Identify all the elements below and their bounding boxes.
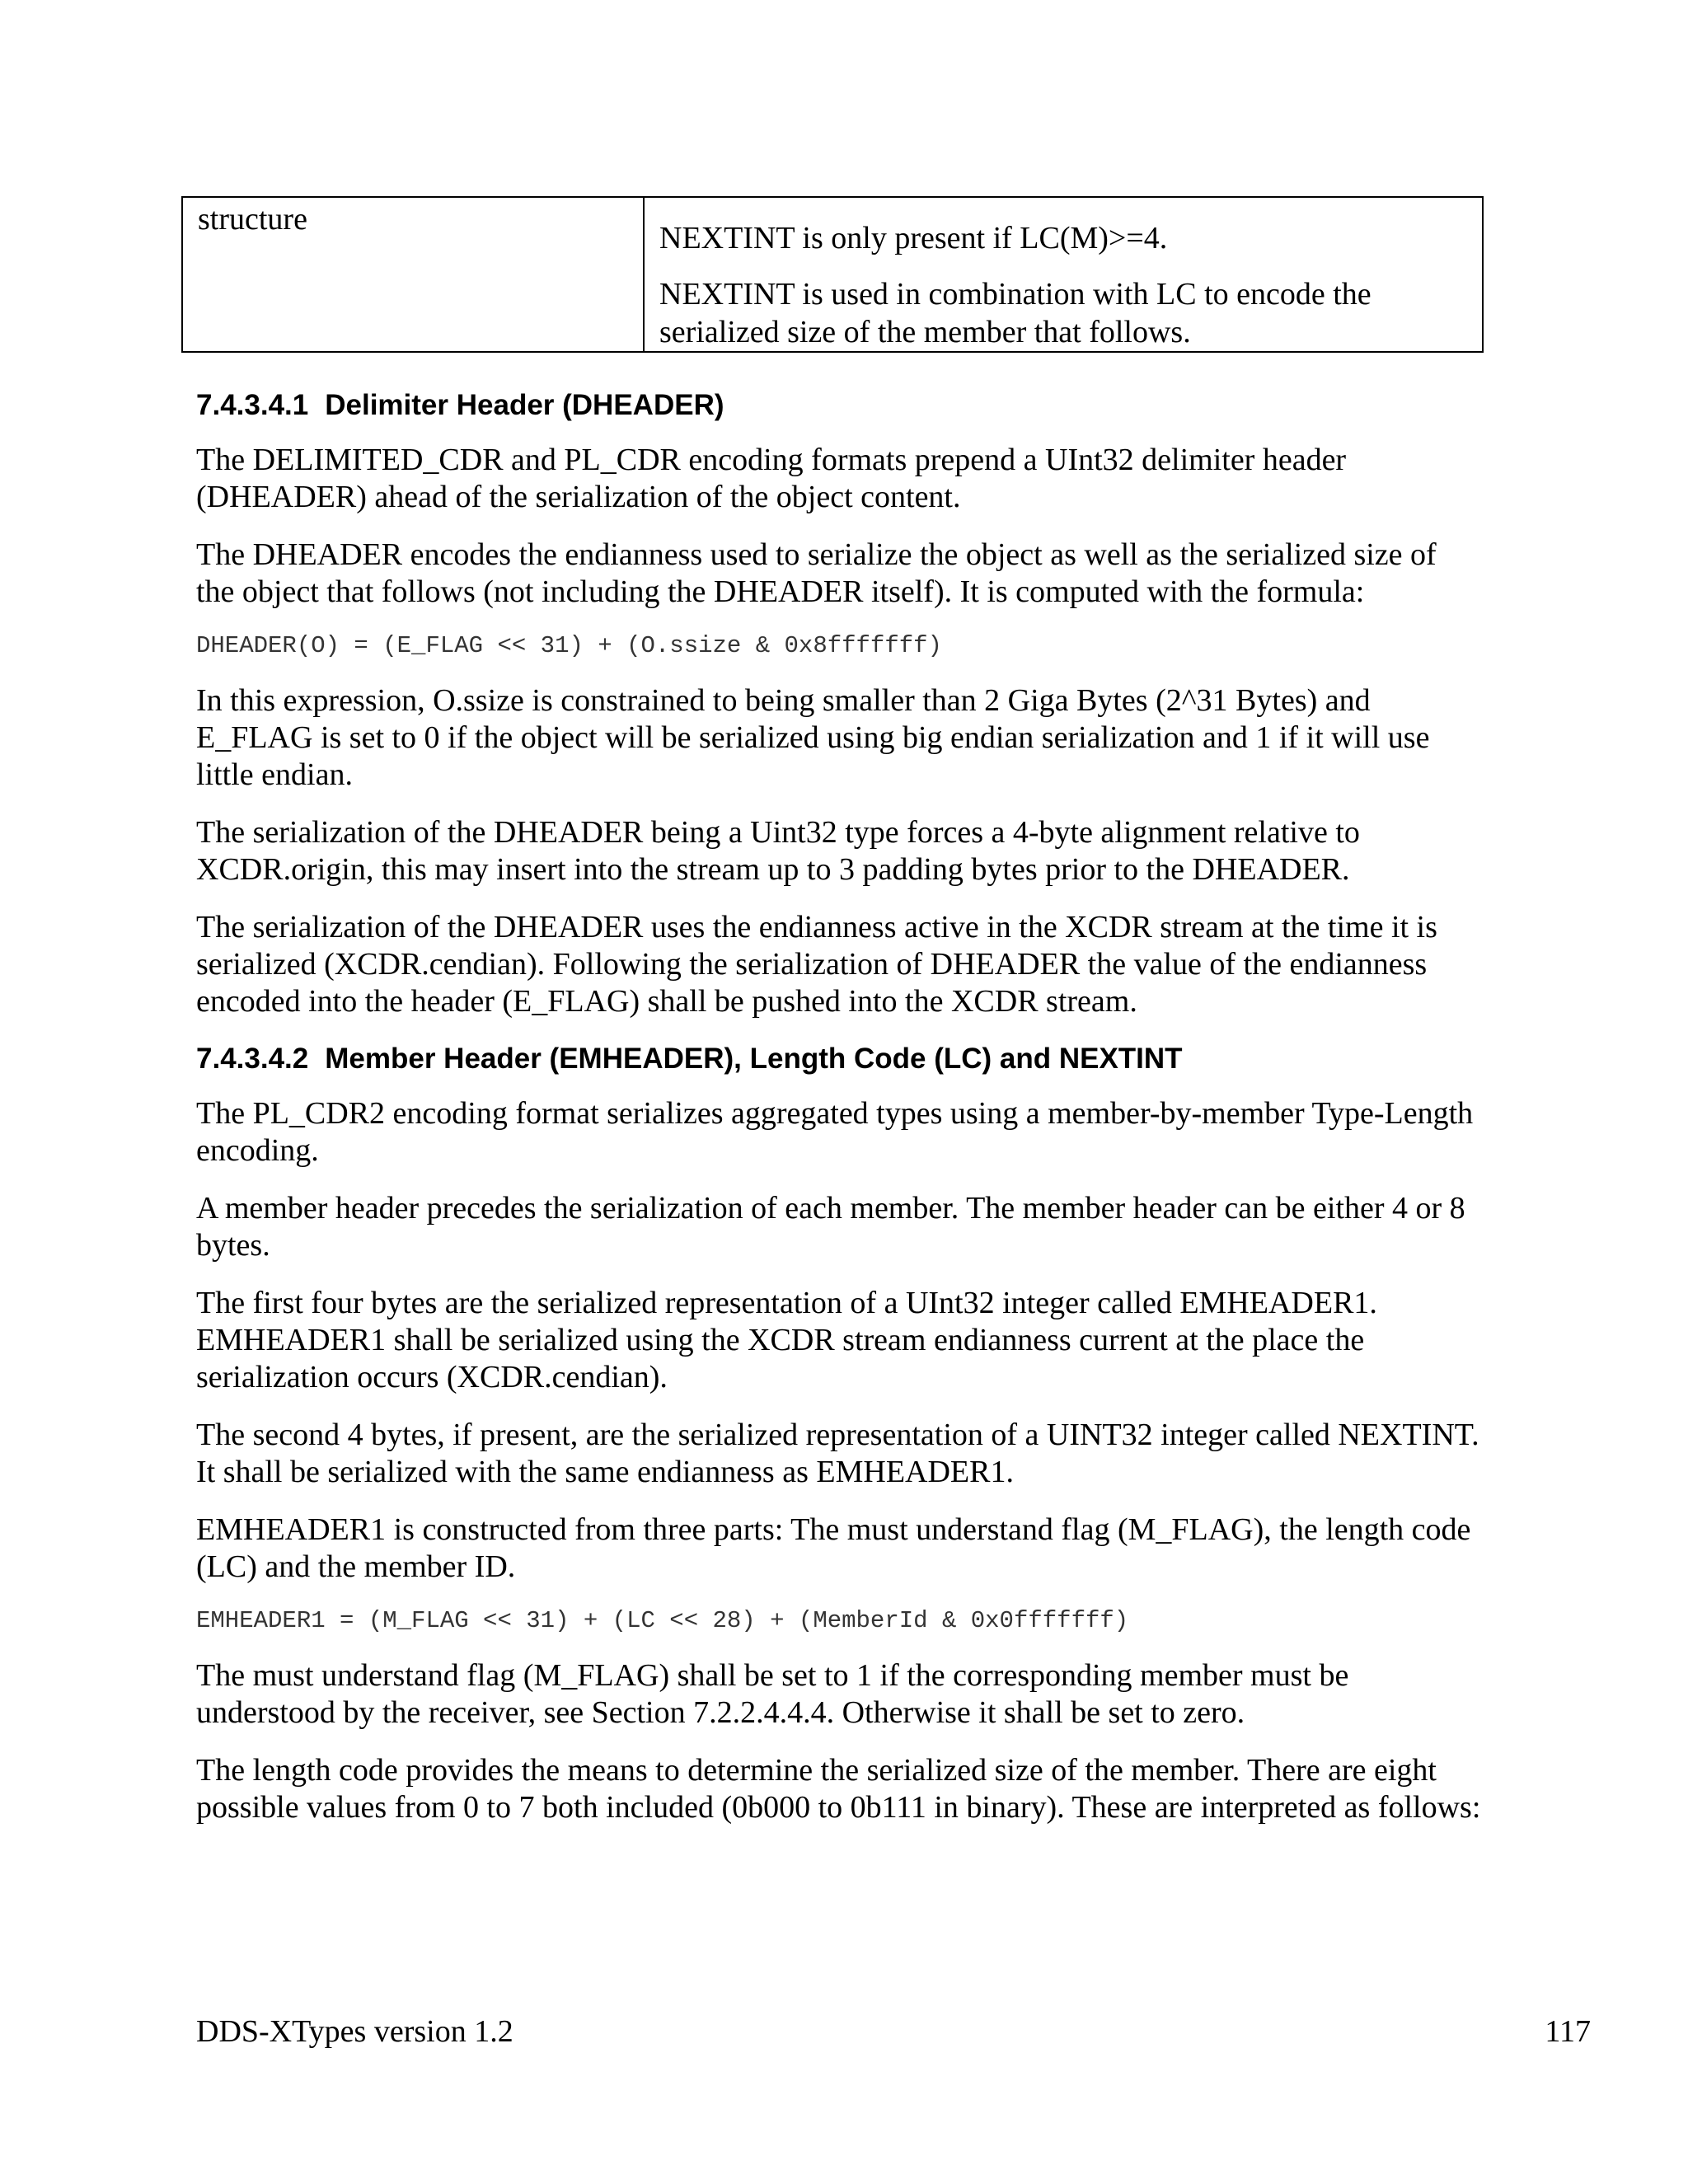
table-cell-type: structure (182, 197, 644, 352)
table-cell-line: NEXTINT is only present if LC(M)>=4. (659, 221, 1168, 255)
paragraph: The DHEADER encodes the endianness used to serialize the object as well as the serialized size of the object that follows (not including the DHEADER itself). It is computed with the formula: (196, 537, 1437, 609)
paragraph: The DELIMITED_CDR and PL_CDR encoding formats prepend a UInt32 delimiter header (DHEADER) ahead of the serialization of the object content. (196, 443, 1347, 514)
paragraph: The serialization of the DHEADER uses the endianness active in the XCDR stream at the time it is serialized (XCDR.cendian). Following the serialization of DHEADER the value of the endianness encoded into the header (E_FLAG) shall be pushed into the XCDR stream. (196, 910, 1437, 1019)
code-formula-emheader: EMHEADER1 = (M_FLAG << 31) + (LC << 28) + (MemberId & 0x0fffffff) (196, 1607, 1129, 1634)
continuation-table (181, 196, 1484, 353)
code-formula-dheader: DHEADER(O) = (E_FLAG << 31) + (O.ssize & 0x8fffffff) (196, 632, 942, 659)
section-number: 7.4.3.4.1 (196, 389, 309, 421)
section-number: 7.4.3.4.2 (196, 1043, 309, 1075)
paragraph: EMHEADER1 is constructed from three parts: The must understand flag (M_FLAG), the length code (LC) and the member ID. (196, 1512, 1471, 1584)
paragraph: The serialization of the DHEADER being a Uint32 type forces a 4-byte alignment relative to XCDR.origin, this may insert into the stream up to 3 padding bytes prior to the DHEADER. (196, 815, 1360, 887)
paragraph: The first four bytes are the serialized representation of a UInt32 integer called EMHEADER1. EMHEADER1 shall be serialized using the XCDR stream endianness current at the place the serialization occurs (XCDR.cendian). (196, 1286, 1377, 1394)
paragraph: A member header precedes the serialization of each member. The member header can be either 4 or 8 bytes. (196, 1191, 1465, 1263)
table-cell-line: NEXTINT is used in combination with LC to encode the serialized size of the member that follows. (659, 277, 1372, 349)
table-row (182, 197, 1483, 352)
paragraph: In this expression, O.ssize is constrained to being smaller than 2 Giga Bytes (2^31 Bytes) and E_FLAG is set to 0 if the object will be serialized using big endian serialization and 1 if it will use little endian. (196, 683, 1430, 792)
paragraph: The PL_CDR2 encoding format serializes aggregated types using a member-by-member Type-Length encoding. (196, 1096, 1474, 1168)
main-content (196, 387, 1482, 1847)
section-heading-emheader (196, 1041, 1482, 1077)
footer-document-title: DDS-XTypes version 1.2 (196, 2014, 513, 2049)
table-cell-description (644, 197, 1483, 352)
paragraph: The length code provides the means to determine the serialized size of the member. There are eight possible values from 0 to 7 both included (0b000 to 0b111 in binary). These are interpreted as follows: (196, 1753, 1481, 1825)
section-heading-dheader (196, 387, 1482, 424)
paragraph: The must understand flag (M_FLAG) shall be set to 1 if the corresponding member must be understood by the receiver, see Section 7.2.2.4.4.4. Otherwise it shall be set to zero. (196, 1658, 1349, 1730)
paragraph: The second 4 bytes, if present, are the serialized representation of a UINT32 integer called NEXTINT. It shall be serialized with the same endianness as EMHEADER1. (196, 1418, 1479, 1489)
footer-page-number: 117 (1545, 2014, 1591, 2049)
section-title: Delimiter Header (DHEADER) (325, 389, 724, 421)
section-title: Member Header (EMHEADER), Length Code (LC) and NEXTINT (325, 1043, 1183, 1075)
